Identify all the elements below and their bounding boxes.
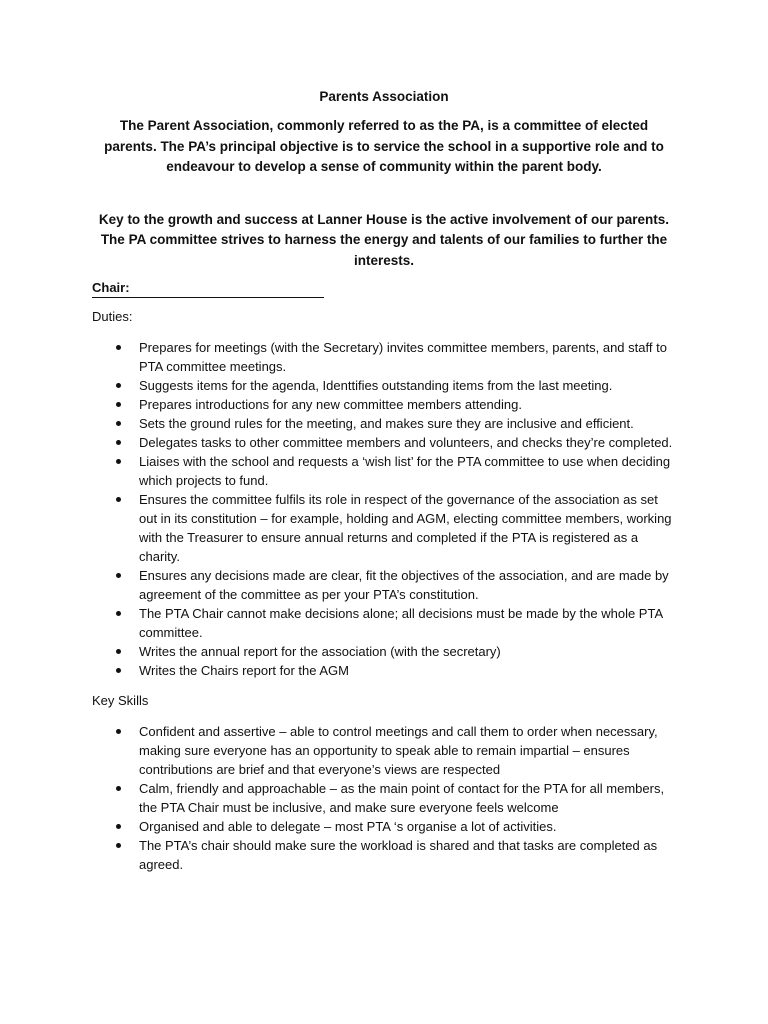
list-item [92, 376, 676, 395]
list-item [92, 490, 676, 566]
bullet-icon [116, 345, 121, 350]
skill-text: Organised and able to delegate – most PTA ‘s organise a lot of activities. [139, 819, 557, 834]
bullet-icon [116, 824, 121, 829]
list-item [92, 661, 676, 680]
duty-text: Liaises with the school and requests a ‘wish list’ for the PTA committee to use when deciding which projects to fund. [139, 454, 671, 488]
list-item [92, 566, 676, 604]
list-item [92, 452, 676, 490]
list-item [92, 338, 676, 376]
document-title: Parents Association [319, 89, 449, 104]
key-skills-heading: Key Skills [92, 693, 149, 708]
skill-text: The PTA’s chair should make sure the workload is shared and that tasks are completed as agreed. [139, 838, 658, 872]
bullet-icon [116, 668, 121, 673]
chair-label: Chair: [92, 279, 324, 298]
bullet-icon [116, 843, 121, 848]
duty-text: Suggests items for the agenda, Identtifies outstanding items from the last meeting. [139, 378, 613, 393]
bullet-icon [116, 649, 121, 654]
bullet-icon [116, 383, 121, 388]
duty-text: Writes the annual report for the association (with the secretary) [139, 644, 501, 659]
duty-text: The PTA Chair cannot make decisions alone; all decisions must be made by the whole PTA committee. [139, 606, 663, 640]
duties-heading: Duties: [92, 309, 133, 324]
duties-list [92, 338, 676, 680]
bullet-icon [116, 611, 121, 616]
list-item [92, 395, 676, 414]
duty-text: Prepares introductions for any new committee members attending. [139, 397, 522, 412]
duty-text: Ensures the committee fulfils its role in respect of the governance of the association as set out in its constitution – for example, holding and AGM, electing committee members, working with the Treasurer to ensure annual returns and completed if the PTA is registered as a charity. [139, 492, 672, 564]
chair-field [92, 279, 676, 298]
bullet-icon [116, 497, 121, 502]
bullet-icon [116, 729, 121, 734]
bullet-icon [116, 786, 121, 791]
bullet-icon [116, 573, 121, 578]
bullet-icon [116, 402, 121, 407]
duty-text: Delegates tasks to other committee members and volunteers, and checks they’re completed. [139, 435, 673, 450]
list-item [92, 414, 676, 433]
duty-text: Ensures any decisions made are clear, fit the objectives of the association, and are made by agreement of the committee as per your PTA’s constitution. [139, 568, 669, 602]
skill-text: Calm, friendly and approachable – as the main point of contact for the PTA for all members, the PTA Chair must be inclusive, and make sure everyone feels welcome [139, 781, 665, 815]
bullet-icon [116, 440, 121, 445]
list-item [92, 642, 676, 661]
intro-paragraph-1: The Parent Association, commonly referred to as the PA, is a committee of elected parents. The PA’s principal objective is to service the school in a supportive role and to endeavour to develop a sense of community within the parent body. [104, 118, 664, 174]
list-item [92, 817, 676, 836]
skills-list [92, 722, 676, 874]
duty-text: Writes the Chairs report for the AGM [139, 663, 349, 678]
intro-paragraph-2: Key to the growth and success at Lanner House is the active involvement of our parents. The PA committee strives to harness the energy and talents of our families to further the interests. [98, 211, 670, 268]
list-item [92, 722, 676, 779]
duty-text: Sets the ground rules for the meeting, and makes sure they are inclusive and efficient. [139, 416, 634, 431]
bullet-icon [116, 421, 121, 426]
list-item [92, 836, 676, 874]
list-item [92, 433, 676, 452]
list-item [92, 604, 676, 642]
skill-text: Confident and assertive – able to control meetings and call them to order when necessary, making sure everyone has an opportunity to speak able to remain impartial – ensures contributions are brief and that everyone’s views are respected [139, 724, 658, 777]
duty-text: Prepares for meetings (with the Secretary) invites committee members, parents, and staff to PTA committee meetings. [139, 340, 667, 374]
bullet-icon [116, 459, 121, 464]
list-item [92, 779, 676, 817]
